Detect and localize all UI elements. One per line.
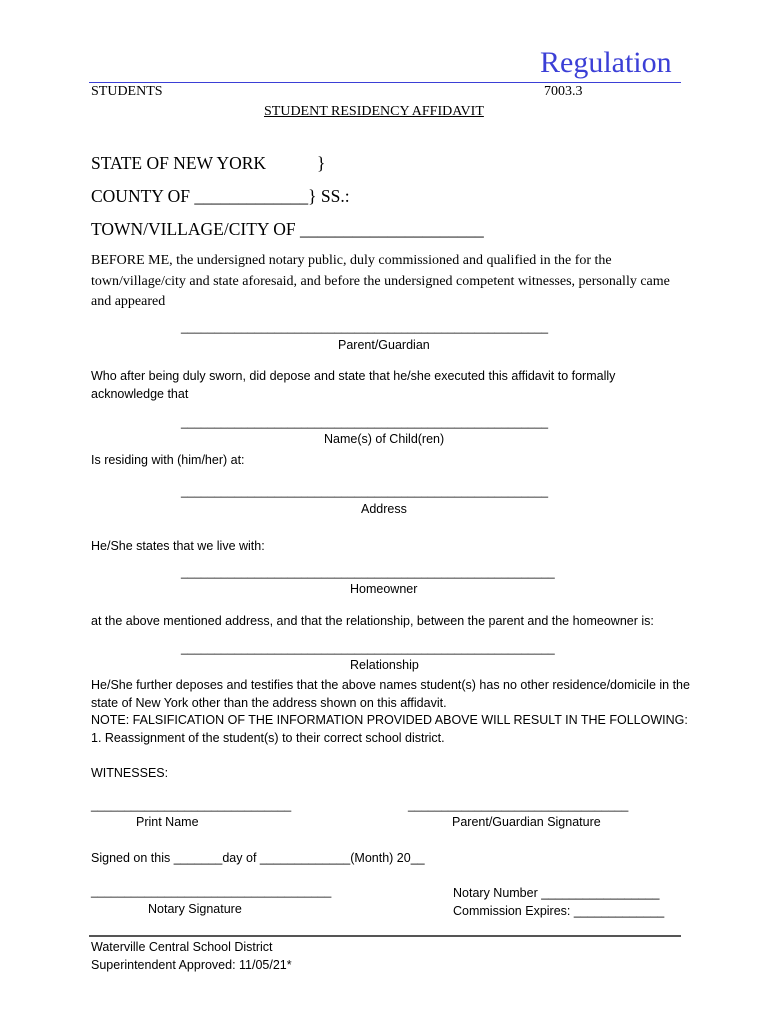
commission-expires-field[interactable]: Commission Expires: _____________ — [453, 904, 665, 918]
header-rule — [89, 82, 681, 83]
relationship-text: at the above mentioned address, and that the relationship, between the parent and the homeowner is: — [91, 614, 654, 628]
parent-guardian-signature-field[interactable]: _________________________________ — [408, 798, 629, 812]
testimony-paragraph: He/She further deposes and testifies that the above names student(s) has no other residence/domicile in the state of New York other than the address shown on this affidavit. — [91, 678, 690, 710]
parent-guardian-signature-label: Parent/Guardian Signature — [452, 815, 601, 829]
notary-signature-field[interactable]: ____________________________________ — [91, 884, 332, 898]
address-label: Address — [361, 502, 407, 516]
section-label: STUDENTS — [91, 84, 163, 99]
relationship-label: Relationship — [350, 658, 419, 672]
footer-school-name: Waterville Central School District — [91, 940, 273, 954]
town-field[interactable]: TOWN/VILLAGE/CITY OF _____________________ — [91, 219, 484, 239]
residing-text: Is residing with (him/her) at: — [91, 453, 245, 467]
falsification-note: NOTE: FALSIFICATION OF THE INFORMATION PROVIDED ABOVE WILL RESULT IN THE FOLLOWING: — [91, 713, 688, 727]
live-with-text: He/She states that we live with: — [91, 539, 265, 553]
child-names-label: Name(s) of Child(ren) — [324, 432, 445, 446]
policy-number: 7003.3 — [544, 84, 583, 99]
state-line: STATE OF NEW YORK — [91, 153, 267, 173]
footer-rule — [89, 935, 681, 937]
sworn-paragraph: Who after being duly sworn, did depose and state that he/she executed this affidavit to formally acknowledge that — [91, 369, 616, 401]
homeowner-field[interactable]: ________________________________________________________ — [181, 565, 555, 579]
reassignment-item: 1. Reassignment of the student(s) to their correct school district. — [91, 731, 445, 745]
print-name-field[interactable]: ______________________________ — [91, 798, 292, 812]
parent-guardian-label: Parent/Guardian — [338, 338, 430, 352]
intro-paragraph: BEFORE ME, the undersigned notary public, duly commissioned and qualified in the for the town/village/city and state aforesaid, and before the undersigned competent witnesses, personally came and appeared — [91, 253, 670, 309]
notary-number-field[interactable]: Notary Number _________________ — [453, 886, 660, 900]
homeowner-label: Homeowner — [350, 582, 418, 596]
address-field[interactable]: _______________________________________________________ — [181, 484, 549, 498]
state-brace: } — [317, 153, 326, 173]
county-field[interactable]: COUNTY OF _____________} SS.: — [91, 186, 350, 206]
regulation-title: Regulation — [540, 46, 672, 79]
footer-approval-date: Superintendent Approved: 11/05/21* — [91, 958, 292, 972]
parent-guardian-field[interactable]: _______________________________________________________ — [181, 320, 549, 334]
document-title: STUDENT RESIDENCY AFFIDAVIT — [264, 104, 484, 119]
notary-signature-label: Notary Signature — [148, 902, 242, 916]
witnesses-label: WITNESSES: — [91, 766, 169, 780]
signed-on-date-field[interactable]: Signed on this _______day of _____________(Month) 20__ — [91, 851, 425, 865]
relationship-field[interactable]: ________________________________________________________ — [181, 641, 555, 655]
print-name-label: Print Name — [136, 815, 199, 829]
child-names-field[interactable]: _______________________________________________________ — [181, 415, 549, 429]
